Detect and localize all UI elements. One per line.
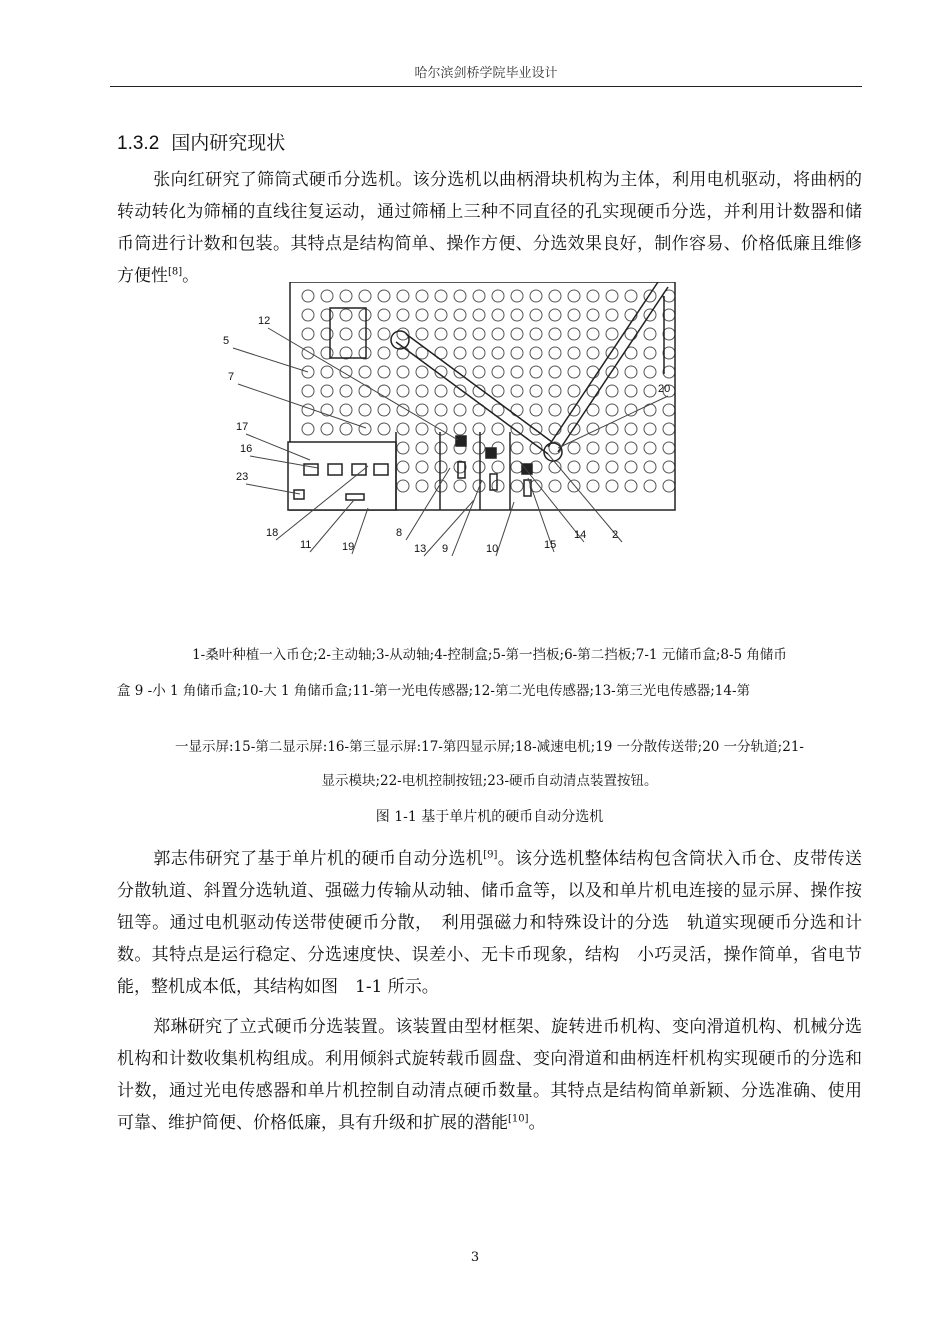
board-hole — [359, 404, 371, 416]
board-hole — [568, 290, 580, 302]
board-hole — [587, 347, 599, 359]
part-label: 8 — [396, 527, 403, 539]
board-hole — [606, 309, 618, 321]
board-hole — [511, 347, 523, 359]
board-hole — [511, 480, 523, 492]
part-label: 10 — [486, 543, 499, 555]
board-hole — [435, 385, 447, 397]
board-hole — [454, 309, 466, 321]
board-hole — [549, 290, 561, 302]
board-hole — [530, 385, 542, 397]
header-rule — [110, 86, 862, 87]
board-hole — [454, 347, 466, 359]
part-label: 9 — [442, 543, 449, 555]
board-hole — [492, 461, 504, 473]
board-hole — [435, 442, 447, 454]
board-hole — [416, 480, 428, 492]
section-title: 国内研究现状 — [171, 132, 286, 154]
board-hole — [321, 328, 333, 340]
board-hole — [473, 290, 485, 302]
board-hole — [397, 480, 409, 492]
board-hole — [378, 366, 390, 378]
board-hole — [340, 328, 352, 340]
rail — [558, 287, 671, 452]
board-hole — [644, 347, 656, 359]
board-hole — [359, 385, 371, 397]
leader-line — [424, 500, 474, 556]
board-hole — [454, 404, 466, 416]
board-hole — [416, 290, 428, 302]
board-hole — [454, 290, 466, 302]
section-number: 1.3.2 — [117, 133, 160, 154]
board-hole — [359, 328, 371, 340]
board-hole — [397, 385, 409, 397]
board-hole — [473, 442, 485, 454]
board-hole — [644, 423, 656, 435]
board-hole — [549, 347, 561, 359]
board-hole — [416, 442, 428, 454]
board-hole — [644, 366, 656, 378]
part-label: 20 — [658, 383, 671, 395]
board-hole — [530, 404, 542, 416]
part-label: 18 — [266, 527, 279, 539]
board-hole — [663, 366, 675, 378]
board-hole — [302, 309, 314, 321]
board-hole — [644, 328, 656, 340]
coin-sorter-diagram — [218, 282, 678, 567]
board-hole — [454, 480, 466, 492]
board-hole — [625, 461, 637, 473]
board-hole — [321, 309, 333, 321]
driven-shaft — [391, 331, 409, 349]
part-label: 13 — [414, 543, 427, 555]
part-label: 19 — [342, 541, 355, 553]
board-hole — [340, 347, 352, 359]
board-hole — [625, 423, 637, 435]
coin-hopper — [330, 308, 366, 358]
citation: [8] — [168, 266, 183, 278]
board-hole — [644, 442, 656, 454]
rail — [396, 342, 548, 454]
board-hole — [625, 385, 637, 397]
board-hole — [549, 328, 561, 340]
board-hole — [416, 461, 428, 473]
board-hole — [473, 328, 485, 340]
sensor — [456, 436, 466, 446]
board-hole — [511, 442, 523, 454]
board-hole — [644, 461, 656, 473]
board-hole — [511, 328, 523, 340]
board-hole — [606, 385, 618, 397]
board-hole — [397, 423, 409, 435]
board-hole — [378, 309, 390, 321]
board-hole — [435, 404, 447, 416]
board-hole — [663, 461, 675, 473]
board-hole — [454, 461, 466, 473]
board-hole — [606, 480, 618, 492]
part-label: 5 — [223, 335, 230, 347]
board-hole — [416, 404, 428, 416]
board-hole — [511, 290, 523, 302]
board-hole — [378, 385, 390, 397]
board-hole — [340, 290, 352, 302]
board-hole — [473, 480, 485, 492]
board-hole — [511, 404, 523, 416]
board-hole — [549, 480, 561, 492]
board-hole — [302, 290, 314, 302]
part-label: 17 — [236, 421, 249, 433]
board-hole — [663, 328, 675, 340]
board-hole — [549, 366, 561, 378]
board-hole — [606, 442, 618, 454]
board-hole — [359, 423, 371, 435]
board-hole — [321, 290, 333, 302]
board-hole — [492, 328, 504, 340]
board-hole — [663, 404, 675, 416]
board-hole — [340, 404, 352, 416]
part-label: 16 — [240, 443, 253, 455]
figure-caption: 图 1-1 基于单片机的硬币自动分选机 — [375, 809, 604, 825]
board-hole — [663, 309, 675, 321]
sensor — [486, 448, 496, 458]
board-hole — [663, 442, 675, 454]
board-hole — [644, 480, 656, 492]
board-hole — [530, 328, 542, 340]
board-hole — [492, 309, 504, 321]
part-label: 14 — [574, 529, 587, 541]
leader-line — [233, 348, 308, 372]
board-hole — [587, 461, 599, 473]
rail — [406, 334, 552, 442]
part-label: 15 — [544, 539, 557, 551]
board-hole — [321, 347, 333, 359]
board-hole — [321, 423, 333, 435]
board-hole — [416, 423, 428, 435]
board-hole — [568, 442, 580, 454]
board-hole — [416, 328, 428, 340]
board-hole — [435, 461, 447, 473]
part-label: 11 — [300, 539, 312, 551]
page-header: 哈尔滨剑桥学院毕业设计 — [414, 66, 558, 81]
board-hole — [340, 385, 352, 397]
board-hole — [435, 290, 447, 302]
leader-line — [352, 508, 368, 554]
board-hole — [644, 404, 656, 416]
board-hole — [473, 347, 485, 359]
board-hole — [587, 309, 599, 321]
board-hole — [378, 290, 390, 302]
figure-legend-line-2: 盒 9 -小 1 角储币盒;10-大 1 角储币盒;11-第一光电传感器;12-第二光电传感器;13-第三光电传感器;14-第 — [117, 683, 751, 699]
figure-legend-line-3: 一显示屏:15-第二显示屏:16-第三显示屏:17-第四显示屏;18-减速电机;19 一分散传送带;20 一分轨道;21- — [175, 739, 804, 755]
part-label: 2 — [612, 529, 619, 541]
board-hole — [587, 290, 599, 302]
board-hole — [568, 347, 580, 359]
board-hole — [663, 480, 675, 492]
board-hole — [568, 461, 580, 473]
board-hole — [568, 366, 580, 378]
board-hole — [473, 423, 485, 435]
board-hole — [663, 347, 675, 359]
board-hole — [511, 366, 523, 378]
board-hole — [435, 423, 447, 435]
board-hole — [321, 385, 333, 397]
board-hole — [340, 309, 352, 321]
board-hole — [435, 309, 447, 321]
board-hole — [625, 366, 637, 378]
section-heading — [117, 128, 285, 155]
board-hole — [378, 423, 390, 435]
board-hole — [302, 423, 314, 435]
paragraph-3: 郑琳研究了立式硬币分选装置。该装置由型材框架、旋转进币机构、变向滑道机构、机械分选机构和计数收集机构组成。利用倾斜式旋转载币圆盘、变向滑道和曲柄连杆机构实现硬币的分选和计数，通过光电传感器和单片机控制自动清点硬币数量。其特点是结构简单新颖、分选准确、使用可靠、维护简便、价格低廉，具有升级和扩展的潜能[10]。 — [117, 1017, 862, 1133]
board-hole — [625, 290, 637, 302]
board-hole — [511, 309, 523, 321]
rail — [548, 282, 658, 447]
citation: [10] — [508, 1113, 529, 1125]
figure-legend-line-4: 显示模块;22-电机控制按钮;23-硬币自动清点装置按钮。 — [321, 773, 658, 789]
leader-line — [406, 468, 450, 540]
board-hole — [397, 442, 409, 454]
board-hole — [530, 366, 542, 378]
citation: [9] — [483, 849, 498, 861]
board-hole — [416, 366, 428, 378]
board-hole — [492, 366, 504, 378]
sensor — [522, 464, 532, 474]
board-hole — [435, 328, 447, 340]
board-hole — [568, 328, 580, 340]
board-hole — [359, 290, 371, 302]
board-hole — [359, 347, 371, 359]
board-hole — [530, 309, 542, 321]
board-hole — [492, 290, 504, 302]
board-hole — [359, 309, 371, 321]
board-hole — [321, 366, 333, 378]
board-hole — [454, 328, 466, 340]
board-hole — [359, 366, 371, 378]
board-hole — [568, 309, 580, 321]
board-hole — [378, 404, 390, 416]
board-hole — [397, 366, 409, 378]
part-label: 12 — [258, 315, 271, 327]
board-hole — [549, 385, 561, 397]
board-hole — [397, 461, 409, 473]
board-hole — [473, 366, 485, 378]
board-hole — [587, 328, 599, 340]
board-hole — [625, 480, 637, 492]
board-hole — [606, 404, 618, 416]
board-hole — [568, 385, 580, 397]
board-hole — [644, 385, 656, 397]
board-hole — [378, 328, 390, 340]
board-hole — [511, 385, 523, 397]
board-hole — [511, 423, 523, 435]
paragraph-1: 张向红研究了筛筒式硬币分选机。该分选机以曲柄滑块机构为主体，利用电机驱动，将曲柄的转动转化为筛桶的直线往复运动，通过筛桶上三种不同直径的孔实现硬币分选，并利用计数器和储币筒进行计数和包装。其特点是结构简单、操作方便、分选效果良好，制作容易、价格低廉且维修方便性[8]。 — [117, 170, 862, 286]
board-hole — [492, 347, 504, 359]
board-hole — [549, 404, 561, 416]
board-hole — [473, 309, 485, 321]
board-hole — [587, 480, 599, 492]
part-label: 23 — [236, 471, 249, 483]
part-label: 7 — [228, 371, 235, 383]
board-hole — [606, 290, 618, 302]
paragraph-2: 郭志伟研究了基于单片机的硬币自动分选机[9]。该分选机整体结构包含筒状入币仓、皮带传送分散轨道、斜置分选轨道、强磁力传输从动轴、储币盒等，以及和单片机电连接的显示屏、操作按钮等。通过电机驱动传送带使硬币分散， 利用强磁力和特殊设计的分选 轨道实现硬币分选和计数。其特点是运行稳定、分选速度快、误差小、无卡币现象，结构 小巧灵活，操作简单，省电节能，整机成本低，其结构如图 1-1 所示。 — [117, 849, 863, 997]
board-hole — [625, 442, 637, 454]
board-hole — [302, 385, 314, 397]
board-hole — [625, 404, 637, 416]
board-hole — [587, 442, 599, 454]
board-hole — [549, 309, 561, 321]
board-hole — [606, 461, 618, 473]
board-hole — [492, 385, 504, 397]
board-hole — [378, 347, 390, 359]
board-hole — [606, 328, 618, 340]
board-hole — [416, 309, 428, 321]
control-box — [288, 442, 396, 510]
board-hole — [302, 328, 314, 340]
board-hole — [492, 423, 504, 435]
board-hole — [663, 423, 675, 435]
board-hole — [340, 423, 352, 435]
figure-legend-line-1: 1-桑叶种植一入币仓;2-主动轴;3-从动轴;4-控制盒;5-第一挡板;6-第二挡板;7-1 元储币盒;8-5 角储币 — [192, 647, 787, 663]
board-hole — [530, 347, 542, 359]
board-hole — [473, 461, 485, 473]
board-hole — [397, 290, 409, 302]
board-hole — [530, 290, 542, 302]
board-hole — [454, 423, 466, 435]
board-hole — [397, 309, 409, 321]
board-hole — [416, 385, 428, 397]
display-small — [458, 462, 465, 478]
page-number: 3 — [470, 1250, 480, 1265]
